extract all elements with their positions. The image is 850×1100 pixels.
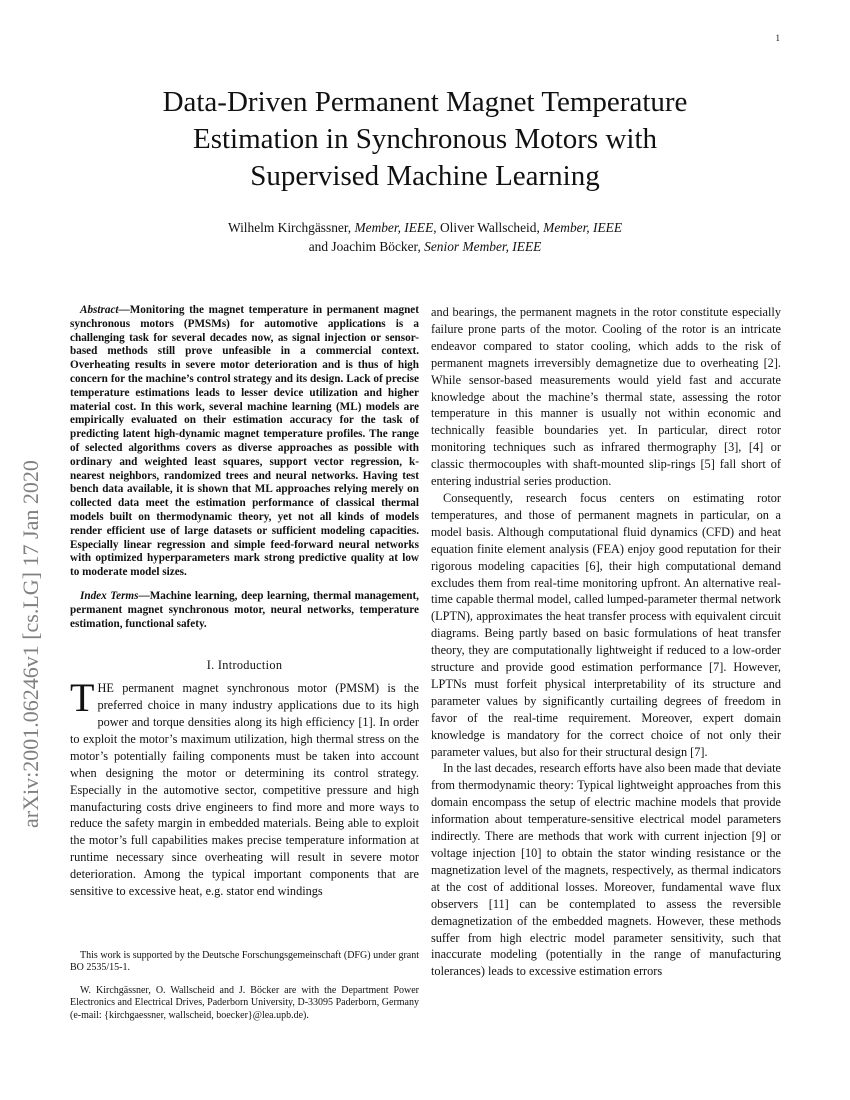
- title-line-1: Data-Driven Permanent Magnet Temperature: [162, 86, 688, 118]
- left-column: [70, 304, 419, 900]
- right-paragraph-1: and bearings, the permanent magnets in the rotor constitute especially failure prone parts of the motor. Cooling of the rotor is an intricate endeavor compared to stator cooling, which adds to the risk of permanent magnets irreversibly demagnetize due to overheating [2]. While sensor-based measurements would yield fast and accurate knowledge about the machine’s thermal state, assessing the rotor temperature in this manner is usually not within economic and technically feasible boundaries yet. In particular, direct rotor monitoring techniques such as infrared thermography [3], [4] or classic thermocouples with shaft-mounted slip-rings [5] fall short of entering industrial series production.: [431, 305, 781, 489]
- footnote-affiliation: W. Kirchgässner, O. Wallscheid and J. Böcker are with the Department Power Electronics and Electrical Drives, Paderborn University, D-33095 Paderborn, Germany (e-mail: {kirchgaessner, wallscheid, boecker}@lea.upb.de).: [70, 984, 419, 1021]
- title-line-2: Estimation in Synchronous Motors with: [193, 123, 657, 155]
- author-1-name: Wilhelm Kirchgässner,: [227, 220, 355, 235]
- abstract-text: —Monitoring the magnet temperature in permanent magnet synchronous motors (PMSMs) for automotive applications is a challenging task for several decades now, as signal injection or sensor-based methods still prove unfeasible in a commercial context. Overheating results in severe motor deterioration and is thus of high concern for the machine’s control strategy and its design. Lack of precise temperature estimations leads to lesser device utilization and higher material cost. In this work, several machine learning (ML) models are empirically evaluated on their estimation accuracy for the task of predicting latent high-dynamic magnet temperature profiles. The range of selected algorithms covers as diverse approaches as possible with ordinary and weighted least squares, support vector regression, k-nearest neighbors, randomized trees and neural networks. Having test bench data available, it is shown that ML approaches relying merely on collected data meet the estimation performance of classical thermal models built on thermodynamic theory, yet not all kinds of models render efficient use of large datasets or sufficient modeling capacities. Especially linear regression and simple feed-forward neural networks with optimized hyperparameters mark strong predictive quality at low to moderate model sizes.: [70, 304, 419, 579]
- section-heading-introduction: I. Introduction: [206, 658, 283, 673]
- page-number: 1: [775, 33, 780, 43]
- index-terms: [70, 590, 419, 631]
- right-paragraph-3: In the last decades, research efforts have also been made that deviate from thermodynamic theory: Typical lightweight approaches from this domain encompass the setup of electric machine models that provide information about temperature-sensitive electrical model parameters indirectly. There are methods that work with current injection [9] or voltage injection [10] to obtain the stator winding resistance or the magnetization level of the magnets, respectively, as thermal indicators at the cost of additional losses. Moreover, fundamental wave flux observers [11] can be contemplated to assess the reversible demagnetization of the embedded magnets. However, these methods suffer from high electric model parameter sensitivity, such that inaccurate modeling (potentially in the range of manufacturing tolerances) leads to excessive estimation errors: [431, 761, 781, 979]
- author-2-role: Member, IEEE: [543, 220, 622, 235]
- intro-paragraph-1: [70, 675, 419, 900]
- author-line-2: [70, 237, 780, 256]
- index-terms-lead: Index Terms: [80, 589, 139, 602]
- author-3-name: and Joachim Böcker,: [308, 239, 425, 254]
- intro-paragraph-1-text: HE permanent magnet synchronous motor (PMSM) is the preferred choice in many industry applications due to its high power and torque densities along its high efficiency [1]. In order to exploit the motor’s maximum utilization, high thermal stress on the motor’s potentially failing components must be taken into account when designing the motor or determining its control strategy. Especially in the automotive sector, competitive pressure and high manufacturing costs drive engineers to find more and more ways to reduce the safety margin in embedded materials. Being able to exploit the motor’s full capabilities makes precise temperature information at runtime necessary since overheating will result in severe motor deterioration. Among the typical important components that are sensitive to excessive heat, e.g. stator end windings: [70, 681, 419, 899]
- abstract-lead: Abstract: [80, 304, 119, 316]
- footnotes: [70, 950, 419, 1032]
- author-2-name: , Oliver Wallscheid,: [433, 220, 544, 235]
- author-list: [70, 218, 780, 256]
- drop-cap: T: [70, 675, 95, 721]
- abstract: [70, 304, 419, 580]
- author-3-role: Senior Member, IEEE: [424, 239, 542, 254]
- footnote-funding: This work is supported by the Deutsche Forschungsgemeinschaft (DFG) under grant BO 2535/15-1.: [70, 950, 419, 974]
- paper-title: [70, 84, 780, 195]
- arxiv-stamp: arXiv:2001.06246v1 [cs.LG] 17 Jan 2020: [18, 460, 43, 828]
- author-1-role: Member, IEEE: [354, 220, 434, 235]
- title-line-3: Supervised Machine Learning: [250, 160, 600, 192]
- right-paragraph-2: Consequently, research focus centers on estimating rotor temperatures, and those of permanent magnets in particular, on a model basis. Although computational fluid dynamics (CFD) and heat equation finite element analysis (FEA) enjoy good reputation for their rigorous modeling capacities [6], their high computational demand excludes them from real-time monitoring upfront. An alternative real-time capable thermal model, called lumped-parameter thermal network (LPTN), approximates the heat transfer process with equivalent circuit diagrams. Being partly based on basic formulations of heat transfer theory, they are computationally lightweight if reduced to a low-order structure and provide good estimation performance [7]. However, LPTNs must forfeit physical interpretability of its structure and parameter values by significantly curtailing degrees of freedom in favor of the real-time requirement. Moreover, expert domain knowledge is mandatory for the correct choice of not only their parameter values, but also for their structural design [7].: [431, 490, 781, 759]
- right-column: [431, 304, 781, 980]
- author-line-1: [70, 218, 780, 237]
- index-terms-text: —Machine learning, deep learning, thermal management, permanent magnet synchronous motor, neural networks, temperature estimation, functional safety.: [70, 589, 419, 630]
